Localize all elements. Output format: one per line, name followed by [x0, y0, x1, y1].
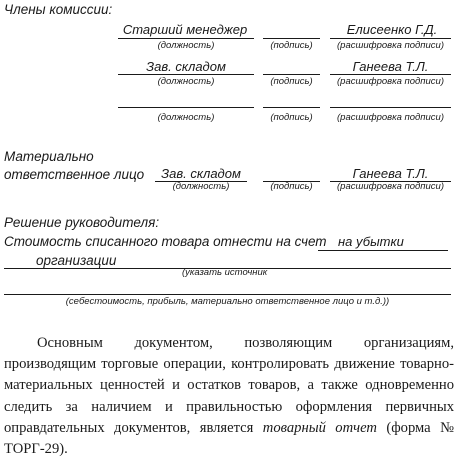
row-3-position-caption: (должность) [157, 112, 215, 123]
decision-label: Решение руководителя: [4, 215, 160, 230]
decision-source-caption: (указать источник [182, 267, 268, 278]
row-1-position-line [118, 38, 254, 39]
row-2-name-line [330, 74, 451, 75]
commission-row-2-position: Зав. складом [146, 59, 226, 74]
row-1-position-caption: (должность) [157, 40, 215, 51]
decision-bottom-line [4, 294, 451, 295]
commission-row-1-name: Елисеенко Г.Д. [346, 22, 438, 37]
decision-line-2: организации [36, 253, 117, 268]
paragraph-text-before: Основным документом, позволяющим организациям, производящим торговые операции, контролировать движение товарно-материальных ценностей и остатков товаров, а также одновременно следить за наличием и правильностью оформления первичных оправдательных документов, является [4, 335, 454, 436]
row-1-signature-caption: (подпись) [270, 40, 313, 51]
decision-line-1: Стоимость списанного товара отнести на счет [4, 234, 327, 249]
row-3-name-caption: (расшифровка подписи) [337, 112, 444, 123]
responsible-position: Зав. складом [161, 166, 241, 181]
row-3-signature-caption: (подпись) [270, 112, 313, 123]
responsible-name: Ганеева Т.Л. [352, 166, 429, 181]
responsible-signature-caption: (подпись) [270, 181, 313, 192]
row-2-signature-line [263, 74, 320, 75]
decision-value: на убытки [338, 234, 404, 249]
row-1-name-caption: (расшифровка подписи) [337, 40, 444, 51]
responsible-position-caption: (должность) [172, 181, 230, 192]
row-1-name-line [330, 38, 451, 39]
row-2-name-caption: (расшифровка подписи) [337, 76, 444, 87]
responsible-label-line-1: Материально [4, 149, 94, 164]
row-1-signature-line [263, 38, 320, 39]
row-3-signature-line [263, 107, 320, 108]
commission-row-2-name: Ганеева Т.Л. [352, 59, 429, 74]
row-2-position-caption: (должность) [157, 76, 215, 87]
responsible-label-line-2: ответственное лицо [4, 167, 145, 182]
row-3-name-line [330, 107, 451, 108]
decision-bottom-caption: (себестоимость, прибыль, материально ответственное лицо и т.д.)) [65, 296, 390, 307]
responsible-name-caption: (расшифровка подписи) [337, 181, 444, 192]
paragraph-text-after: (форма № ТОРГ-29). [4, 419, 455, 458]
row-3-position-line [118, 107, 254, 108]
commission-label: Члены комиссии: [4, 2, 113, 17]
row-2-signature-caption: (подпись) [270, 76, 313, 87]
decision-value-line [318, 250, 448, 251]
body-paragraph [4, 333, 454, 460]
paragraph-italic-term: товарный отчет [262, 419, 377, 436]
row-2-position-line [118, 74, 254, 75]
commission-row-1-position: Старший менеджер [122, 22, 248, 37]
